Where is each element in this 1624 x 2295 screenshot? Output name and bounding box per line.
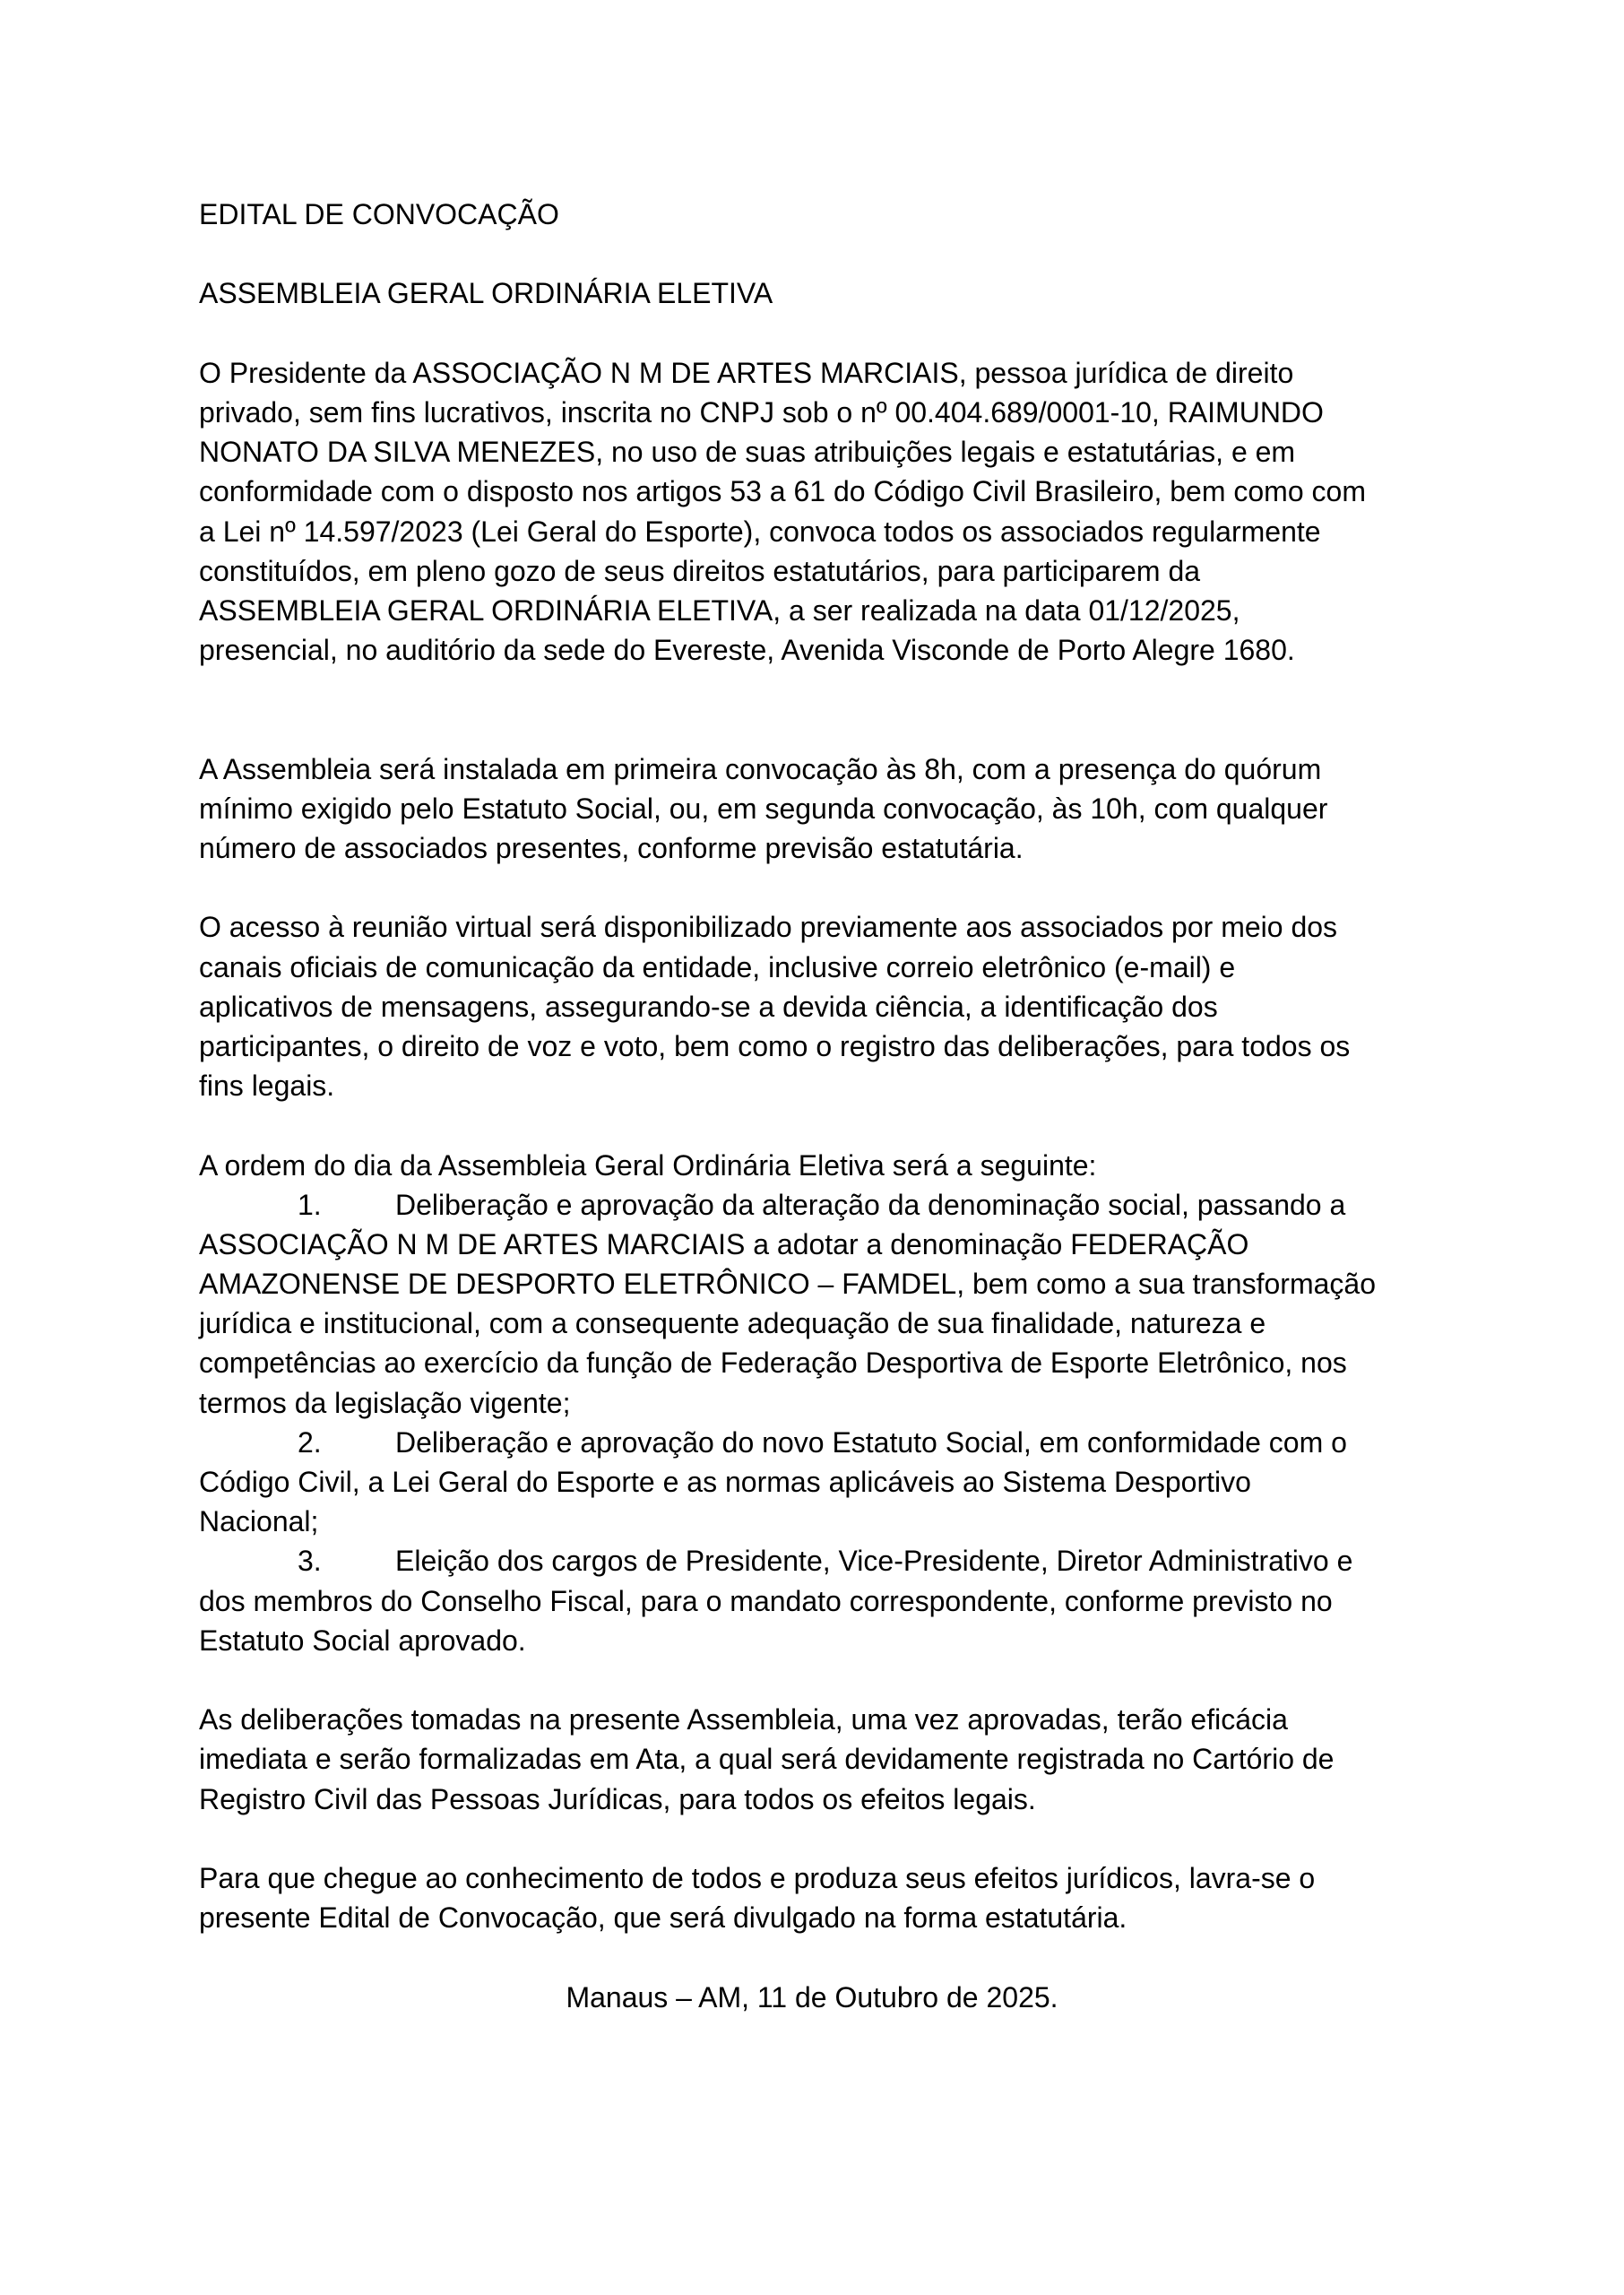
agenda-item-number: 2.	[298, 1425, 322, 1459]
agenda-item-line: competências ao exercício da função de Federação Desportiva de Esporte Eletrônico, nos	[199, 1347, 1347, 1380]
paragraph-line: a Lei nº 14.597/2023 (Lei Geral do Esporte), convoca todos os associados regularmente	[199, 515, 1321, 548]
paragraph-line: privado, sem fins lucrativos, inscrita no CNPJ sob o nº 00.404.689/0001-10, RAIMUNDO	[199, 395, 1324, 429]
paragraph-line: presente Edital de Convocação, que será divulgado na forma estatutária.	[199, 1901, 1127, 1935]
agenda-item-line: Estatuto Social aprovado.	[199, 1624, 526, 1657]
paragraph-line: Para que chegue ao conhecimento de todos e produza seus efeitos jurídicos, lavra-se o	[199, 1861, 1316, 1894]
agenda-item-line: Código Civil, a Lei Geral do Esporte e as normas aplicáveis ao Sistema Desportivo	[199, 1466, 1251, 1498]
paragraph-line: NONATO DA SILVA MENEZES, no uso de suas atribuições legais e estatutárias, e em	[199, 436, 1296, 469]
paragraph-line: mínimo exigido pelo Estatuto Social, ou, em segunda convocação, às 10h, com qualquer	[199, 792, 1328, 825]
agenda-item-text: Deliberação e aprovação da alteração da denominação social, passando a	[395, 1188, 1346, 1221]
paragraph-deliberations	[199, 1700, 1499, 1819]
agenda-intro: A ordem do dia da Assembleia Geral Ordinária Eletiva será a seguinte:	[199, 1148, 1097, 1182]
paragraph-line: presencial, no auditório da sede do Evereste, Avenida Visconde de Porto Alegre 1680.	[199, 634, 1295, 667]
paragraph-line: fins legais.	[199, 1070, 335, 1103]
agenda-item-line: dos membros do Conselho Fiscal, para o mandato correspondente, conforme previsto no	[199, 1584, 1333, 1617]
agenda-section	[199, 1146, 1499, 1660]
paragraph-installation	[199, 749, 1499, 869]
paragraph-line: aplicativos de mensagens, assegurando-se a devida ciência, a identificação dos	[199, 990, 1218, 1023]
document-title: EDITAL DE CONVOCAÇÃO	[199, 198, 559, 230]
blank-line	[199, 1660, 1499, 1700]
paragraph-line: Registro Civil das Pessoas Jurídicas, para todos os efeitos legais.	[199, 1782, 1036, 1815]
agenda-item-line: termos da legislação vigente;	[199, 1386, 571, 1419]
blank-line	[199, 234, 1499, 273]
agenda-item-first-line	[199, 1185, 1499, 1225]
agenda-item-line: Nacional;	[199, 1505, 319, 1538]
blank-line	[199, 709, 1499, 749]
agenda-item-3	[199, 1541, 1499, 1660]
paragraph-line: conformidade com o disposto nos artigos 53 a 61 do Código Civil Brasileiro, bem como com	[199, 475, 1366, 508]
agenda-item-2	[199, 1423, 1499, 1542]
blank-line	[199, 314, 1499, 353]
document-body	[199, 195, 1499, 1937]
agenda-item-text: Deliberação e aprovação do novo Estatuto Social, em conformidade com o	[395, 1425, 1347, 1459]
blank-line	[199, 1105, 1499, 1145]
paragraph-line: constituídos, em pleno gozo de seus direitos estatutários, para participarem da	[199, 554, 1201, 587]
place-and-date: Manaus – AM, 11 de Outubro de 2025.	[566, 1981, 1058, 2014]
blank-line	[199, 670, 1499, 709]
paragraph-line: O acesso à reunião virtual será disponibilizado previamente aos associados por meio dos	[199, 911, 1338, 944]
paragraph-line: imediata e serão formalizadas em Ata, a qual será devidamente registrada no Cartório de	[199, 1743, 1335, 1776]
agenda-item-line: AMAZONENSE DE DESPORTO ELETRÔNICO – FAMDEL, bem como a sua transformação	[199, 1268, 1376, 1301]
agenda-item-number: 1.	[298, 1188, 322, 1221]
agenda-item-line: ASSOCIAÇÃO N M DE ARTES MARCIAIS a adotar a denominação FEDERAÇÃO	[199, 1227, 1249, 1260]
paragraph-convocation	[199, 353, 1499, 671]
paragraph-line: O Presidente da ASSOCIAÇÃO N M DE ARTES MARCIAIS, pessoa jurídica de direito	[199, 356, 1294, 389]
blank-line	[199, 868, 1499, 907]
agenda-item-1	[199, 1185, 1499, 1423]
paragraph-line: canais oficiais de comunicação da entidade, inclusive correio eletrônico (e-mail) e	[199, 950, 1236, 983]
paragraph-line: As deliberações tomadas na presente Assembleia, uma vez aprovadas, terão eficácia	[199, 1703, 1288, 1736]
paragraph-virtual-access	[199, 907, 1499, 1105]
agenda-item-number: 3.	[298, 1545, 322, 1578]
document-subtitle: ASSEMBLEIA GERAL ORDINÁRIA ELETIVA	[199, 277, 773, 310]
paragraph-line: ASSEMBLEIA GERAL ORDINÁRIA ELETIVA, a ser realizada na data 01/12/2025,	[199, 593, 1240, 627]
paragraph-closing	[199, 1858, 1499, 1937]
paragraph-line: participantes, o direito de voz e voto, bem como o registro das deliberações, para todos os	[199, 1029, 1351, 1062]
agenda-item-first-line	[199, 1423, 1499, 1462]
agenda-item-line: jurídica e institucional, com a consequente adequação de sua finalidade, natureza e	[199, 1307, 1266, 1340]
blank-line	[199, 1819, 1499, 1858]
paragraph-line: A Assembleia será instalada em primeira convocação às 8h, com a presença do quórum	[199, 752, 1322, 785]
agenda-item-first-line	[199, 1541, 1499, 1581]
agenda-item-text: Eleição dos cargos de Presidente, Vice-Presidente, Diretor Administrativo e	[395, 1545, 1353, 1578]
paragraph-line: número de associados presentes, conforme previsão estatutária.	[199, 832, 1024, 864]
